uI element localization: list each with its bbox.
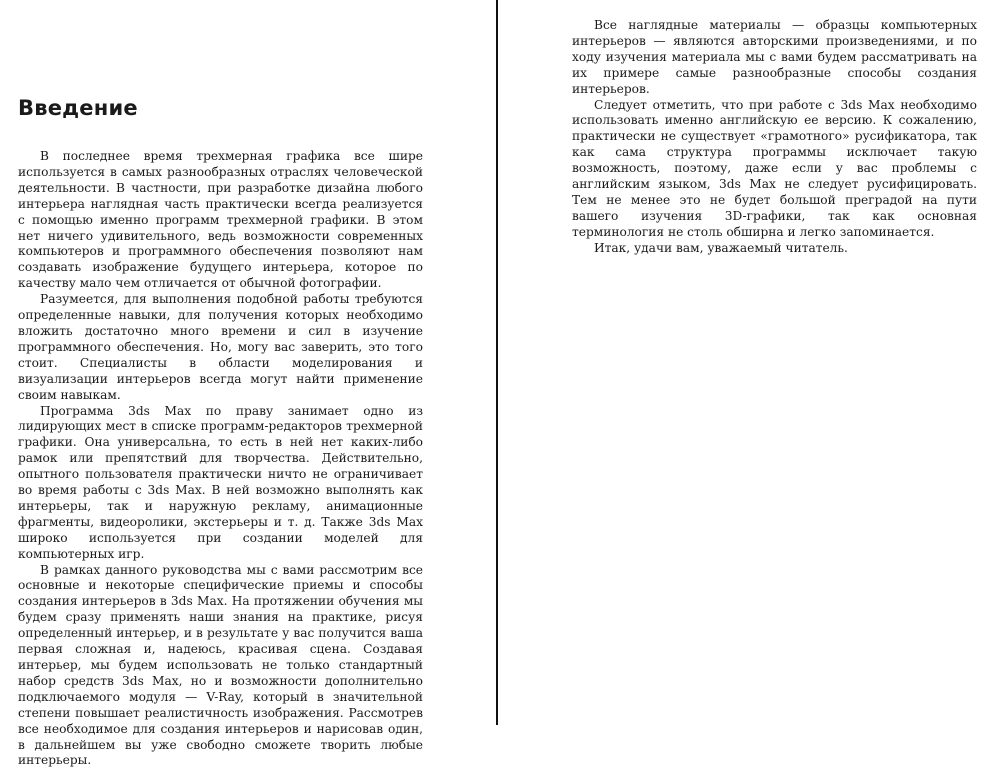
paragraph: В последнее время трехмерная графика все шире используется в самых разнообразных отраслях человеческой деятельности. В частности, при разработке дизайна любого интерьера наглядная часть практически всегда реализуется с помощью именно программ трехмерной графики. В этом нет ничего удивительного, ведь возможности современных компьютеров и программного обеспечения позволяют нам создавать изображение будущего интерьера, которое по качеству мало чем отличается от обычной фотографии. — [18, 149, 423, 291]
paragraph: Программа 3ds Max по праву занимает одно из лидирующих мест в списке программ-редакторов трехмерной графики. Она универсальна, то есть в ней нет каких-либо рамок или препятствий для творчества. Действительно, опытного пользователя практически ничто не ограничивает во время работы с 3ds Max. В ней возможно выполнять как интерьеры, так и наружную рекламу, анимационные фрагменты, видеоролики, экстерьеры и т. д. Также 3ds Max широко используется при создании моделей для компьютерных игр. — [18, 403, 423, 561]
chapter-heading: Введение — [18, 96, 138, 120]
paragraph: Все наглядные материалы — образцы компьютерных интерьеров — являются авторскими произведениями, и по ходу изучения материала мы с вами будем рассматривать на их примере самые разнообразные способы создания интерьеров. — [572, 18, 977, 96]
paragraph: Разумеется, для выполнения подобной работы требуются определенные навыки, для получения которых необходимо вложить достаточно много времени и сил в изучение программного обеспечения. Но, могу вас заверить, это того стоит. Специалисты в области моделирования и визуализации интерьеров всегда могут найти применение своим навыкам. — [18, 292, 423, 402]
paragraph: Итак, удачи вам, уважаемый читатель. — [594, 240, 848, 255]
left-text-column — [18, 149, 423, 769]
left-page — [0, 0, 496, 768]
right-text-column — [572, 18, 977, 257]
right-page — [498, 0, 994, 725]
paragraph: Следует отметить, что при работе с 3ds Max необходимо использовать именно английскую ее версию. К сожалению, практически не существует «грамотного» русификатора, так как сама структура программы исключает такую возможность, поэтому, даже если у вас проблемы с английским языком, 3ds Max не следует русифицировать. Тем не менее это не будет большой преградой на пути вашего изучения 3D-графики, так как основная терминология не столь обширна и легко запоминается. — [572, 97, 977, 239]
paragraph: В рамках данного руководства мы с вами рассмотрим все основные и некоторые специфические приемы и способы создания интерьеров в 3ds Max. На протяжении обучения мы будем сразу применять наши знания на практике, рисуя определенный интерьер, и в результате у вас получится ваша первая сложная и, надеюсь, красивая сцена. Создавая интерьер, мы будем использовать не только стандартный набор средств 3ds Max, но и возможности дополнительно подключаемого модуля — V-Ray, который в значительной степени повышает реалистичность изображения. Рассмотрев все необходимое для создания интерьеров и нарисовав один, в дальнейшем вы уже свободно сможете творить любые интерьеры. — [18, 562, 423, 768]
